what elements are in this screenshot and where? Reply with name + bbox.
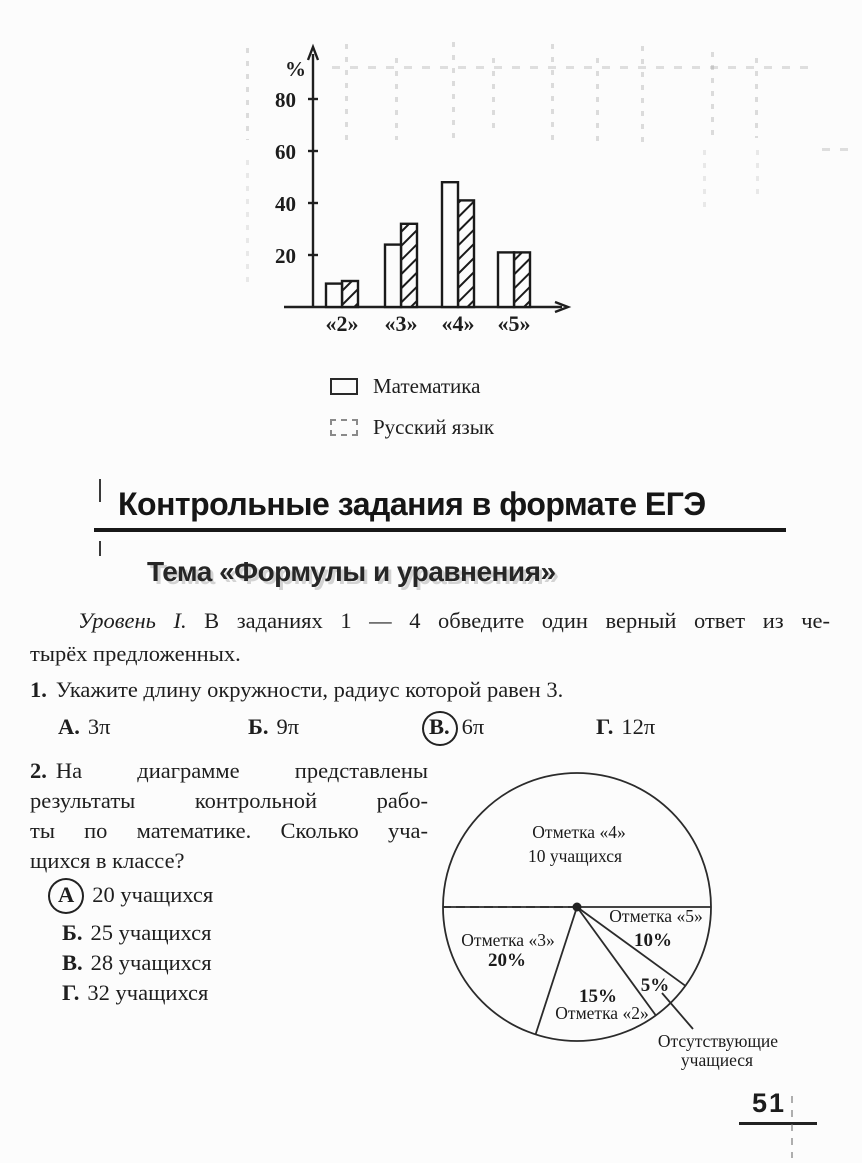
page-number-underline — [739, 1122, 817, 1125]
pie-label-mark4: Отметка «4» — [532, 822, 626, 842]
legend-label-mathematics: Математика — [373, 373, 481, 398]
option-a-value: 3π — [87, 714, 111, 739]
x-tick-label: «3» — [384, 311, 418, 336]
intro-line-1-rest: В заданиях 1 — 4 обведите один верный ответ из че- — [186, 608, 830, 633]
pie-label-absent-line1: Отсутствующие — [657, 1031, 779, 1051]
pie-label-absent-line2: учащиеся — [680, 1050, 754, 1070]
option-v-circled — [428, 714, 484, 742]
crop-mark — [99, 479, 101, 502]
pie-slice-boundary — [577, 907, 685, 986]
scan-noise — [822, 148, 854, 151]
answer-circle — [422, 711, 458, 746]
scan-noise — [756, 150, 759, 202]
intro-paragraph — [30, 604, 830, 670]
y-axis-label: % — [285, 57, 306, 81]
x-tick-label: «4» — [441, 311, 475, 336]
option-g-letter: Г. — [596, 714, 614, 739]
bar-math-«3» — [385, 245, 401, 307]
bar-chart-plot — [275, 47, 568, 336]
legend-label-russian: Русский язык — [373, 414, 495, 439]
x-tick-label: «5» — [497, 311, 531, 336]
question-2-text: На диаграмме представлены — [55, 758, 428, 783]
y-tick-label: 60 — [275, 140, 296, 164]
option-a — [58, 714, 111, 740]
question-1-number: 1. — [30, 677, 47, 702]
y-tick-label: 80 — [275, 88, 296, 112]
legend-swatch-mathematics-icon — [330, 378, 358, 395]
option-a-letter: А — [58, 882, 75, 907]
question-1-options — [30, 714, 840, 760]
option-g — [596, 714, 655, 740]
bar-math-«4» — [442, 182, 458, 307]
option-b — [248, 714, 299, 740]
option-b — [62, 920, 212, 946]
option-v-value: 6π — [461, 714, 485, 739]
pie-chart-plot — [443, 773, 711, 1041]
intro-line-2: тырёх предложенных. — [30, 641, 241, 666]
bar-russian-«2» — [342, 281, 358, 307]
pie-slice-boundary — [536, 907, 577, 1034]
option-b-value: 9π — [276, 714, 300, 739]
bar-math-«2» — [326, 284, 342, 307]
page-number: 51 — [752, 1088, 787, 1118]
pie-sublabel-absent: 5% — [640, 975, 670, 996]
scan-noise — [641, 46, 644, 142]
scan-noise — [703, 150, 706, 208]
bar-russian-«5» — [514, 252, 530, 307]
option-v-letter: В. — [429, 714, 450, 739]
option-b-letter: Б. — [62, 920, 83, 945]
option-v-value: 28 учащихся — [90, 950, 212, 975]
pie-sublabel-mark3: 20% — [488, 950, 526, 971]
pie-slice-boundary — [577, 907, 656, 1015]
option-b-letter: Б. — [248, 714, 269, 739]
option-a-letter: А. — [58, 714, 80, 739]
pie-label-mark3: Отметка «3» — [461, 930, 555, 950]
pie-sublabel-mark2: 15% — [579, 986, 617, 1007]
option-g-value: 12π — [621, 714, 656, 739]
bar-chart — [240, 38, 580, 350]
pie-label-mark5: Отметка «5» — [609, 906, 703, 926]
bar-chart-legend — [330, 374, 494, 456]
theme-title: Тема «Формулы и уравнения» — [147, 556, 556, 587]
legend-item-russian — [330, 415, 494, 439]
question-1-text: Укажите длину окружности, радиус которой равен 3. — [55, 677, 564, 702]
section-rule — [94, 528, 786, 532]
bar-russian-«4» — [458, 200, 474, 307]
question-2-line-2: результаты контрольной рабо- — [30, 788, 428, 813]
pie-circle — [443, 773, 711, 1041]
bar-math-«5» — [498, 252, 514, 307]
pie-label-mark2: Отметка «2» — [555, 1003, 649, 1023]
x-tick-label: «2» — [325, 311, 359, 336]
question-1 — [30, 677, 830, 703]
level-label: Уровень I. — [78, 608, 187, 633]
page-number-mark — [791, 1096, 793, 1158]
question-2-line-1 — [30, 756, 428, 786]
y-tick-label: 20 — [275, 244, 296, 268]
intro-line-1 — [30, 604, 830, 637]
answer-circle — [48, 878, 84, 914]
section-title: Контрольные задания в формате ЕГЭ — [118, 486, 706, 522]
legend-swatch-russian-icon — [330, 419, 358, 436]
crop-mark — [99, 541, 101, 556]
pie-chart — [425, 745, 862, 1117]
question-2-number: 2. — [30, 758, 47, 783]
question-2-line-3: ты по математике. Сколько уча- — [30, 818, 428, 843]
option-a-circled — [48, 878, 213, 914]
scan-noise — [755, 58, 758, 138]
question-2-line-4: щихся в классе? — [30, 848, 185, 873]
question-2 — [30, 756, 428, 876]
option-v — [62, 950, 212, 976]
absent-leader-line — [662, 993, 693, 1029]
bar-russian-«3» — [401, 224, 417, 307]
y-tick-label: 40 — [275, 192, 296, 216]
legend-item-mathematics — [330, 374, 494, 398]
option-v-letter: В. — [62, 950, 83, 975]
option-g-value: 32 учащихся — [87, 980, 209, 1005]
option-b-value: 25 учащихся — [90, 920, 212, 945]
pie-sublabel-mark4: 10 учащихся — [527, 846, 623, 866]
option-a-value: 20 учащихся — [92, 882, 214, 907]
option-g — [62, 980, 208, 1006]
option-g-letter: Г. — [62, 980, 80, 1005]
pie-sublabel-mark5: 10% — [634, 930, 672, 951]
pie-center-dot — [573, 903, 582, 912]
scan-noise — [596, 58, 599, 142]
